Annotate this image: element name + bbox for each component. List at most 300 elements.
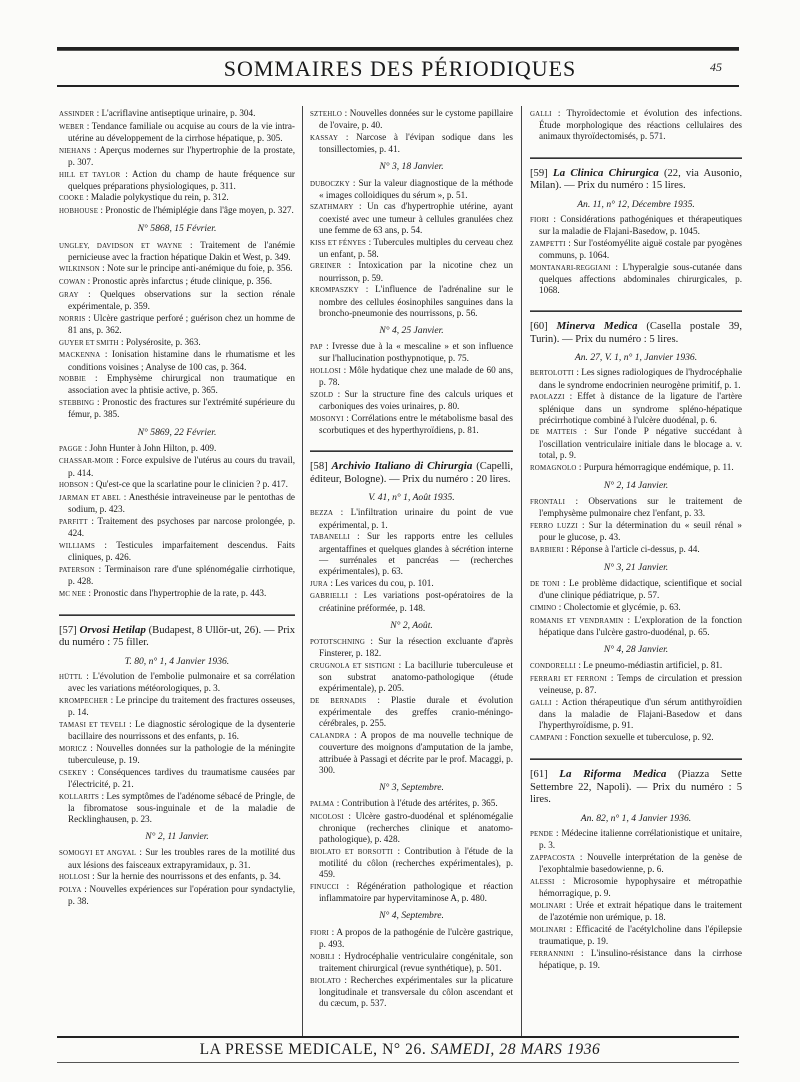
article-entry [310,237,513,260]
article-author: PAGGE [59,445,83,453]
article-author: POLYA [59,887,82,895]
article-title: : Nouvelles expériences sur l'opération pour syndactylie, p. 38. [68,884,295,907]
article-entry [310,881,513,904]
article-author: HOBSON [59,482,89,490]
article-entry [310,389,513,412]
journal-number: [57] [59,624,77,636]
article-author: PENDE [530,831,554,839]
article-entry [310,695,513,730]
article-author: JURA [310,580,329,588]
article-entry [530,108,742,143]
article-title: : Force expulsive de l'utérus au cours du travail, p. 414. [68,455,295,478]
article-entry [310,660,513,695]
article-title: : Tubercules multiples du cerveau chez un enfant, p. 58. [319,236,513,259]
article-entry [59,313,295,336]
article-entry [310,730,513,776]
article-title: : Réponse à l'article ci-dessus, p. 44. [563,543,700,554]
article-title: : L'acriflavine antiseptique urinaire, p. 304. [94,108,256,118]
journal-heading [59,624,295,650]
journal-separator [530,310,742,312]
journal-details: (Casella postale 39, Turin). — Prix du numéro : 5 lires. [530,321,743,345]
journal-heading [530,167,742,193]
journal-heading [530,768,742,807]
article-entry [59,289,295,312]
article-title: : Note sur le principe anti-anémique du foie, p. 356. [99,263,293,274]
article-entry [530,673,742,696]
article-title: : Purpura hémorragique endémique, p. 11. [576,461,734,472]
article-entry [59,871,295,883]
article-entry [310,413,513,436]
article-title: : L'insulino-résistance dans la cirrhose hépatique, p. 19. [539,947,742,970]
issue-heading: N° 3, 21 Janvier. [603,561,669,573]
article-entry [59,397,295,420]
article-title: : Temps de circulation et pression veineuse, p. 87. [539,673,743,696]
article-author: FINUCCI [310,884,339,892]
article-entry [530,900,742,923]
article-author: CALANDRA [310,733,350,741]
issue-heading: N° 5868, 15 Février. [137,223,217,235]
article-author: BERTOLOTTI [530,370,574,378]
issue-heading: N° 4, Septembre. [379,910,444,922]
article-entry [59,240,295,263]
column-divider [302,106,303,1036]
article-author: HÜTTL [59,674,83,682]
article-entry [59,516,295,539]
article-entry [310,284,513,319]
article-author: ALESSI [530,878,555,886]
article-author: MC NEE [59,590,87,598]
article-title: : L'hyperalgie sous-cutanée dans quelques affections abdominales chirurgicales, p. 1068. [539,261,742,296]
article-title: : Emphysème chirurgical non traumatique en association avec la phtisie active, p. 365. [68,373,295,396]
article-author: NOBILI [310,953,335,961]
article-author: HOBHOUSE [59,208,99,216]
article-entry [59,479,295,491]
article-entry [310,365,513,388]
journal-separator [310,450,513,452]
article-entry [530,948,742,971]
article-title: : Sur l'ostéomyélite aiguë costale par pyogènes communs, p. 1064. [539,237,742,260]
article-author: BIOLATO [310,977,341,985]
article-entry [310,590,513,613]
article-author: FIORI [530,216,549,224]
article-entry [310,531,513,577]
article-title: : Observations sur le traitement de l'emphysème pulmonaire chez l'enfant, p. 33. [539,495,742,519]
article-entry [530,732,742,744]
article-title: : Qu'est-ce que la scarlatine pour le clinicien ? p. 417. [88,479,288,490]
article-entry [530,578,742,601]
article-title: : L'exploration de la fonction hépatique dans l'ulcère gastro-duodénal, p. 65. [539,614,742,637]
article-title: : Action thérapeutique d'un sérum antithyroïdien dans la maladie de Flajani-Basedow et dans l'hyperthyroïdisme, p. 91. [539,697,742,731]
article-title: : Médecine italienne corrélationistique et unitaire, p. 3. [539,828,742,851]
article-author: GALLI [530,111,552,118]
article-title: : John Hunter à John Hilton, p. 409. [82,442,217,453]
article-entry [59,719,295,742]
column-1 [59,108,295,908]
article-title: : Maladie polykystique du rein, p. 312. [83,192,229,203]
article-title: : Sur la structure fine des calculs uriques et carboniques des voies urinaires, p. 80. [319,388,513,412]
article-entry [530,214,742,237]
article-author: ZAPPACOSTA [530,854,576,862]
article-entry [530,876,742,899]
article-entry [530,615,742,638]
journal-number: [60] [530,321,548,333]
article-entry [530,496,742,519]
issue-heading: N° 4, 25 Janvier. [379,324,444,336]
article-title: : Traitement des psychoses par narcose prolongée, p. 424. [68,516,295,539]
article-title: : Les variations post-opératoires de la créatinine préformée, p. 148. [319,590,513,613]
article-author: POTOTSCHNING [310,639,366,647]
article-entry [530,660,742,672]
article-entry [530,520,742,543]
article-author: ROMAGNOLO [530,464,577,472]
article-author: COWAN [59,279,86,287]
article-entry [59,588,295,600]
article-author: KROMPECHER [59,698,109,706]
article-entry [530,426,742,461]
article-title: : La bacillurie tuberculeuse et son substrat anatomo-pathologique (étude expérimentale), p. 205. [319,659,513,694]
article-entry [59,337,295,349]
article-author: MOLINARI [530,902,567,910]
article-title: : Pronostic de l'hémiplégie dans l'âge moyen, p. 327. [98,205,294,216]
article-title: : Contribution à l'étude des artérites, p. 365. [334,798,498,809]
article-entry [530,262,742,297]
article-title: : L'infiltration urinaire du point de vue expérimental, p. 1. [319,507,513,530]
article-author: GRAY [59,291,79,299]
volume-line: T. 80, n° 1, 4 Janvier 1936. [124,655,230,667]
article-author: WILKINSON [59,266,100,274]
article-title: : A propos de ma nouvelle technique de couverture des moignons d'amputation de la jambe, attribuée à Passagi et décrite par le prof. Macaggi, p. 300. [319,730,513,775]
issue-heading: N° 5869, 22 Février. [137,426,217,438]
top-rule [57,47,739,51]
article-author: HOLLOSI [59,874,90,882]
article-entry [310,798,513,810]
article-entry [530,367,742,390]
journal-heading [310,460,513,486]
article-title: : L'évolution de l'embolie pulmonaire et sa corrélation avec les variations météorologiques, p. 3. [68,671,295,694]
issue-heading: N° 3, Septembre. [379,781,444,793]
article-author: KASSAY [310,134,339,142]
article-author: PATERSON [59,566,95,574]
article-author: HILL ET TAYLOR [59,171,121,179]
article-entry [59,743,295,766]
article-entry [310,178,513,201]
article-entry [59,121,295,144]
article-title: : Conséquences tardives du traumatisme causées par l'électricité, p. 21. [68,766,295,789]
journal-name: La Clinica Chirurgica [552,166,659,179]
article-author: WILLIAMS [59,542,96,550]
article-entry [530,602,742,614]
journal-name: La Riforma Medica [559,768,667,781]
article-title: : Sur les troubles rares de la motilité dus aux lésions des faisceaux extrapyramidaux, p. 31. [68,847,295,870]
article-entry [59,373,295,396]
article-title: : Sur la hernie des nourrissons et des enfants, p. 34. [89,871,281,882]
article-entry [310,341,513,364]
article-author: CONDORELLI [530,663,577,671]
volume-line: V. 41, n° 1, Août 1935. [368,492,455,504]
article-author: FERRO LUZZI [530,522,578,530]
article-author: KROMPASZKY [310,287,359,295]
article-title: : Microsomie hypophysaire et métropathie hémorragique, p. 9. [539,875,742,899]
article-author: GABRIELLI [310,593,349,601]
journal-name: Orvosi Hetilap [79,623,146,636]
article-title: : Les varices du cou, p. 101. [328,577,434,588]
article-title: : Thyroïdectomie et évolution des infections. Étude morphologique des réactions cellulaires des animaux thyroïdectomisés, p. 571. [539,108,742,142]
article-author: TAMASI ET TEVELI [59,721,126,729]
article-title: : Recherches expérimentales sur la plicature longitudinale et transversale du côlon ascendant et du cæcum, p. 537. [319,974,513,1008]
article-entry [530,238,742,261]
article-title: : Urée et extrait hépatique dans le traitement de l'azotémie non urémique, p. 18. [539,899,742,922]
article-entry [310,951,513,974]
article-author: MOSONYI [310,415,344,423]
journal-separator [530,758,742,760]
article-title: : Contribution à l'étude de la motilité du côlon (recherches expérimentales), p. 459. [319,845,514,880]
article-entry [59,695,295,718]
article-title: : Môle hydatique chez une malade de 60 ans, p. 78. [319,365,513,388]
article-entry [310,108,513,131]
article-title: : A propos de la pathogénie de l'ulcère gastrique, p. 493. [319,926,513,949]
article-author: DE BERNADIS [310,698,367,706]
footer-date: SAMEDI, 28 MARS 1936 [430,1041,601,1058]
article-title: : Testicules imparfaitement descendus. Faits cliniques, p. 426. [68,539,295,563]
article-title: : Nouvelles données sur la pathologie de la méningite tuberculeuse, p. 19. [68,742,295,766]
article-title: : Fonction sexuelle et tuberculose, p. 92. [562,732,714,743]
article-author: CAMPANI [530,735,563,743]
article-author: NOBBIE [59,376,86,384]
article-title: : Un cas d'hypertrophie utérine, ayant coexisté avec une tumeur à cellules granulées chez une femme de 63 ans, p. 54. [319,201,513,235]
article-title: : Ulcère gastrique perforé ; guérison chez un homme de 81 ans, p. 362. [68,312,295,335]
journal-name: Archivio Italiano di Chirurgia [331,460,473,473]
article-entry [59,276,295,288]
article-entry [530,852,742,875]
article-entry [59,767,295,790]
article-entry [530,924,742,947]
journal-details: (22, via Ausonio, Milan). — Prix du numéro : 15 lires. [530,167,742,192]
article-title: : Sur les rapports entre les cellules argentaffines et quelques glandes à sécrétion interne — surrénales et pancréas — (recherches expérimentales), p. 63. [319,531,513,576]
article-author: GREINER [310,263,342,271]
article-entry [59,263,295,275]
article-entry [59,791,295,826]
issue-heading: N° 2, 14 Janvier. [603,479,669,491]
article-title: : Les signes radiologiques de l'hydrocéphalie dans le syndrome endocrinien neurogène primitif, p. 1. [539,367,742,390]
footer-journal: LA PRESSE MEDICALE, N° 26. [199,1041,427,1058]
article-title: : Ivresse due à la « mescaline » et son influence sur l'hallucination posthypnotique, p. 75. [319,341,513,364]
column-divider [521,106,522,1036]
article-author: FIORI [310,929,329,937]
journal-heading [530,320,742,346]
volume-line: An. 82, n° 1, 4 Janvier 1936. [580,812,692,824]
article-title: : Quelques observations sur la section rénale expérimentale, p. 359. [68,288,295,312]
footer-rule-bottom [57,1062,739,1063]
article-title: : Le pneumo-médiastin artificiel, p. 81. [576,660,723,671]
article-title: : Traitement de l'anémie pernicieuse avec la fraction hépatique Dakin et West, p. 349. [68,239,295,262]
article-title: : Efficacité de l'acétylcholine dans l'épilepsie traumatique, p. 19. [539,923,742,946]
article-title: : Sur la détermination du « seuil rénal » pour le glucose, p. 43. [539,519,743,543]
issue-heading: N° 4, 28 Janvier. [603,644,669,656]
article-author: MORICZ [59,745,87,753]
page-title: SOMMAIRES DES PÉRIODIQUES [223,56,577,81]
column-2 [310,108,513,1010]
article-author: MOLINARI [530,926,567,934]
article-author: NORRIS [59,315,86,323]
issue-heading: N° 3, 18 Janvier. [379,161,444,173]
article-author: JARMAN ET ABEL [59,495,121,503]
journal-separator [530,157,742,159]
journal-separator [59,614,295,616]
footer [0,1041,800,1059]
article-entry [59,349,295,372]
article-author: MONTANARI-REGGIANI [530,264,611,272]
article-author: BIOLATO ET BORSOTTI [310,848,393,856]
article-entry [59,884,295,907]
header-rule [57,85,739,87]
issue-heading: N° 2, 11 Janvier. [145,831,209,843]
article-author: NIEHANS [59,147,91,155]
article-title: : Pronostic des fractures sur l'extrémité supérieure du fémur, p. 385. [68,397,295,420]
article-author: BEZZA [310,510,334,518]
article-author: SZOLD [310,391,334,399]
article-title: : Anesthésie intraveineuse par le pentothas de sodium, p. 423. [68,492,295,515]
journal-name: Minerva Medica [556,320,638,333]
article-title: : Ulcère gastro-duodénal et splénomégalie chronique (recherches clinique et anatomo-pathologique), p. 428. [319,810,513,845]
article-title: : Le diagnostic sérologique de la dysenterie bacillaire des nourrissons et des enfants, p. 16. [68,718,295,742]
article-entry [59,169,295,192]
journal-details: (Budapest, 8 Ullör-ut, 26). — Prix du numéro : 75 filler. [59,624,295,649]
article-title: : Les symptômes de l'adénome sébacé de Pringle, de la fibromatose sous-inguinale et de la maladie de Recklinghausen, p. 23. [68,790,295,825]
article-title: : Considérations pathogéniques et thérapeutiques sur la maladie de Flajani-Basedow, p. 1045. [539,213,742,237]
page-number: 45 [710,60,722,74]
article-entry [59,108,295,120]
article-author: KOLLARITS [59,793,100,801]
article-entry [310,201,513,236]
article-author: SZATHMARY [310,204,354,212]
article-author: CIMINO [530,605,557,613]
article-entry [310,811,513,846]
journal-details: (Piazza Sette Settembre 22, Napoli). — Prix du numéro : 5 lires. [530,769,742,806]
article-author: FERRARI ET FERRONI [530,676,608,684]
article-entry [310,132,513,155]
article-author: PAOLAZZI [530,394,565,402]
article-title: : Tendance familiale ou acquise au cours de la vie intra-utérine au développement de la cirrhose hépatique, p. 305. [68,120,295,143]
article-entry [530,544,742,556]
article-entry [59,847,295,870]
column-3 [530,108,742,971]
article-entry [310,975,513,1010]
article-entry [59,564,295,587]
volume-line: An. 27, V. 1, n° 1, Janvier 1936. [574,352,698,364]
footer-rule [57,1036,739,1038]
article-entry [59,671,295,694]
article-title: : Corrélations entre le métabolisme basal des scorbutiques et des hyperthyroïdiens, p. 81. [319,412,513,436]
article-title: : Narcose à l'évipan sodique dans les tonsillectomies, p. 41. [319,131,513,155]
article-title: : Aperçus modernes sur l'hypertrophie de la prostate, p. 307. [68,144,295,167]
article-author: CRUGNOLA ET SISTIGNI [310,662,395,670]
article-author: ASSINDER [59,111,95,118]
article-author: DE TONI [530,581,560,589]
article-author: NICOLOSI [310,813,344,821]
article-title: : Nouvelle interprétation de la genèse de l'exophtalmie basedowienne, p. 6. [539,851,742,875]
article-title: : Le problème didactique, scientifique et social d'une clinique pédiatrique, p. 57. [539,578,743,601]
article-entry [59,540,295,563]
volume-line: An. 11, n° 12, Décembre 1935. [577,198,695,210]
article-entry [310,578,513,590]
article-title: : Ionisation histamine dans le rhumatisme et les conditions voisines ; Analyse de 100 cas, p. 364. [68,349,295,372]
journal-number: [59] [530,167,548,179]
article-title: : Cholectomie et glycémie, p. 63. [556,602,681,613]
article-author: GUYER ET SMITH [59,339,119,347]
issue-heading: N° 2, Août. [390,619,433,631]
article-author: TABANELLI [310,534,350,542]
article-entry [530,462,742,474]
article-entry [530,697,742,732]
article-author: MACKENNA [59,352,101,360]
article-title: : Effet à distance de la ligature de l'artère splénique dans un syndrome spléno-hépatique précirrhotique combiné à l'ulcère duodénal, p. 6. [539,391,742,425]
article-entry [59,205,295,217]
article-entry [310,636,513,659]
article-entry [530,391,742,426]
journal-number: [61] [530,769,548,781]
article-author: PAP [310,344,323,352]
article-author: HOLLOSI [310,368,341,376]
article-author: KISS ET FÉNYES [310,239,367,247]
article-title: : Pronostic après infarctus ; étude clinique, p. 356. [85,276,273,287]
article-title: : Pronostic dans l'hypertrophie de la rate, p. 443. [86,587,267,598]
article-entry [59,492,295,515]
article-author: WEBER [59,123,85,131]
article-title: : Sur l'onde P négative succédant à l'oscillation ventriculaire initiale dans le blocage a. v. total, p. 9. [539,426,742,460]
journal-details: (Capelli, éditeur, Bologne). — Prix du numéro : 20 lires. [310,461,514,485]
article-author: DE MATTEIS [530,429,578,437]
article-entry [310,927,513,950]
article-author: PALMA [310,801,335,809]
article-title: : Nouvelles données sur le cystome papillaire de l'ovaire, p. 40. [319,108,513,131]
article-title: : Sur la valeur diagnostique de la méthode « images colloidiques du sérum », p. 51. [319,177,513,200]
article-entry [310,846,513,881]
article-author: BARBIERI [530,546,564,554]
article-author: PARFITT [59,519,88,526]
article-author: FERRANNINI [530,950,574,958]
article-title: : Polysérosite, p. 363. [118,336,201,347]
article-title: : Régénération pathologique et réaction inflammatoire par hypervitaminose A, p. 480. [319,881,513,904]
article-entry [59,192,295,204]
article-entry [59,455,295,478]
article-entry [530,828,742,851]
article-entry [59,443,295,455]
article-author: SOMOGYI ET ANGYAL [59,850,137,858]
article-entry [310,507,513,530]
article-author: DUBOCZKY [310,180,350,188]
article-title: : Action du champ de haute fréquence sur quelques préparations physiologiques, p. 311. [68,168,295,191]
article-entry [310,260,513,283]
article-author: GALLI [530,700,552,708]
article-title: : Plastie durale et évolution expérimentale des greffes cranio-méningo-cérébrales, p. 255. [319,695,513,729]
article-author: ROMANIS ET VENDRAMIN [530,617,624,625]
article-author: STEBBING [59,400,95,408]
article-title: : Intoxication par la nicotine chez un nourrisson, p. 59. [319,260,513,283]
journal-number: [58] [310,461,328,473]
article-title: : Sur la résection excluante d'après Finsterer, p. 182. [319,636,513,659]
article-author: SZTEHLO [310,111,343,118]
article-entry [59,145,295,168]
article-author: UNGLEY, DAVIDSON ET WAYNE [59,242,183,250]
article-title: : Le principe du traitement des fractures osseuses, p. 14. [68,695,295,718]
article-author: FRONTALI [530,498,566,506]
article-author: CHASSAR-MOIR [59,458,114,466]
article-author: CSEKEY [59,769,87,777]
article-title: : L'influence de l'adrénaline sur le nombre des cellules éosinophiles sanguines dans la broncho-pneumonie des nourrissons, p. 56. [319,284,513,318]
article-title: : Terminaison rare d'une splénomégalie cirrhotique, p. 428. [68,563,295,587]
article-author: COOKE [59,195,84,203]
article-title: : Hydrocéphalie ventriculaire congénitale, son traitement chirurgical (revue synthétique), p. 501. [319,950,513,973]
